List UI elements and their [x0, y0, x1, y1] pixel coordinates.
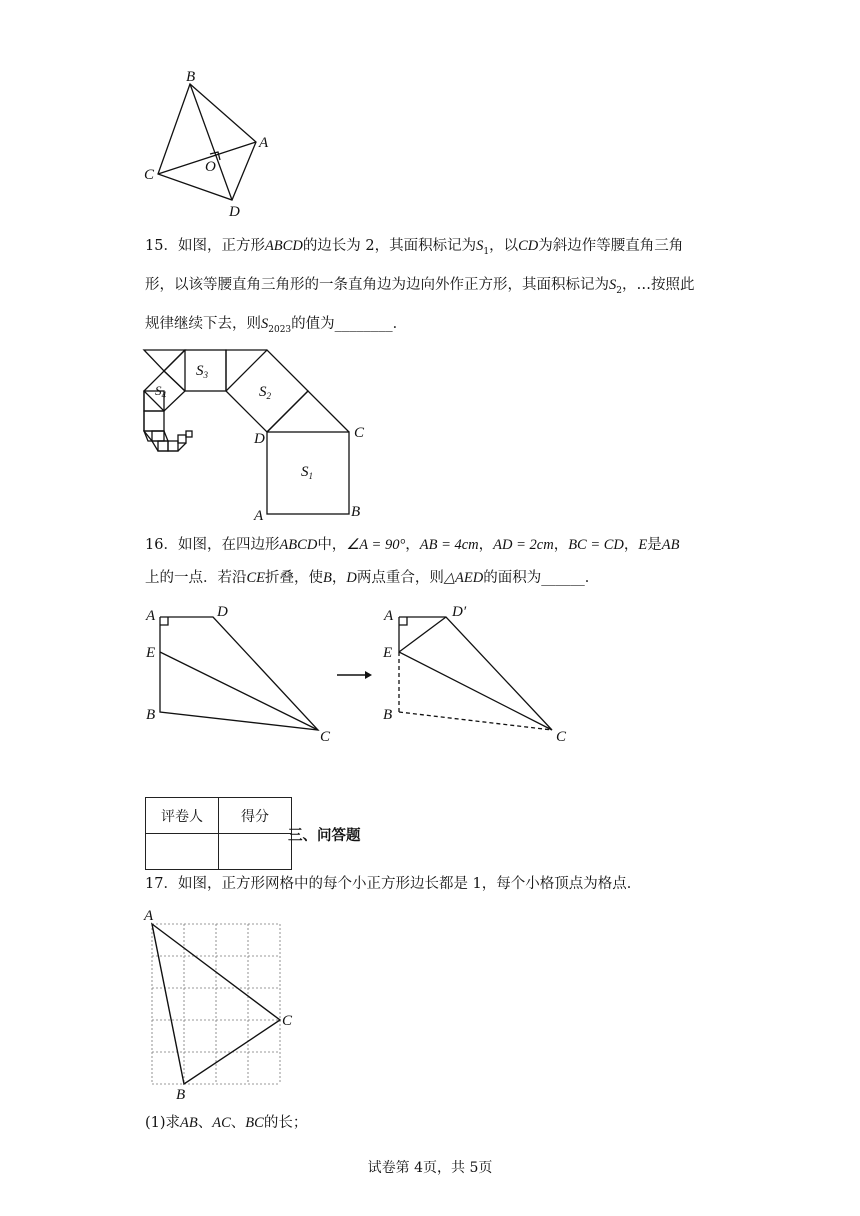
- figure-q14-kite: [138, 66, 278, 222]
- reviewer-header: 评卷人: [146, 798, 219, 834]
- label-S2: $S_2$: [259, 384, 271, 401]
- figure-q16-original: [140, 600, 350, 750]
- q16-line-2: 上的一点．若沿CE折叠，使B，D两点重合，则△AED的面积为______．: [145, 570, 600, 586]
- label-D: D: [229, 204, 240, 220]
- score-header: 得分: [219, 798, 292, 834]
- page-footer: 试卷第 4页，共 5页: [367, 1160, 493, 1176]
- q15-line-3: 规律继续下去，则$S_{2023}$的值为________．: [145, 316, 408, 335]
- q17-line-1: 17．如图，正方形网格中的每个小正方形边长都是 1，每个小格顶点为格点．: [145, 876, 642, 892]
- label-O: O: [205, 159, 216, 175]
- figure-q17-grid-triangle: [140, 904, 300, 1104]
- q15-line-1: 15．如图，正方形ABCD的边长为 2，其面积标记为$S_1$，以CD为斜边作等腰直角三角: [145, 238, 684, 257]
- label-C: C: [320, 729, 331, 745]
- score-table: [145, 797, 292, 870]
- label-A: A: [384, 608, 394, 624]
- label-S4: $S_4$: [155, 383, 166, 400]
- label-D: D: [254, 431, 265, 447]
- label-E: E: [146, 645, 156, 661]
- label-B: B: [351, 504, 361, 520]
- label-C: C: [556, 729, 567, 745]
- label-C: C: [282, 1013, 293, 1029]
- q17-sub1: (1)求AB、AC、BC的长；: [145, 1115, 308, 1131]
- figure-q15-spiral-squares: [140, 345, 380, 525]
- label-C: C: [354, 425, 365, 441]
- label-C: C: [144, 167, 155, 183]
- label-A: A: [146, 608, 156, 624]
- label-A: A: [259, 135, 269, 151]
- reviewer-cell[interactable]: [146, 834, 219, 870]
- score-cell[interactable]: [219, 834, 292, 870]
- label-B: B: [383, 707, 393, 723]
- arrow-icon: [335, 668, 375, 682]
- label-A: A: [254, 508, 264, 524]
- label-D: D: [217, 604, 228, 620]
- label-S3: $S_3$: [196, 363, 208, 380]
- label-S1: $S_1$: [301, 464, 313, 481]
- label-D-prime: D′: [452, 604, 467, 620]
- label-B: B: [176, 1087, 186, 1103]
- q15-line-2: 形，以该等腰直角三角形的一条直角边为边向外作正方形，其面积标记为$S_2$，…按照此: [145, 277, 695, 296]
- label-B: B: [146, 707, 156, 723]
- section-title: 三、问答题: [288, 828, 361, 844]
- figure-q16-folded: [380, 600, 590, 750]
- q16-line-1: 16．如图，在四边形ABCD中，∠A = 90°，AB = 4cm，AD = 2cm，BC = CD，E是AB: [145, 537, 680, 553]
- label-E: E: [383, 645, 393, 661]
- label-B: B: [186, 69, 196, 85]
- label-A: A: [144, 908, 154, 924]
